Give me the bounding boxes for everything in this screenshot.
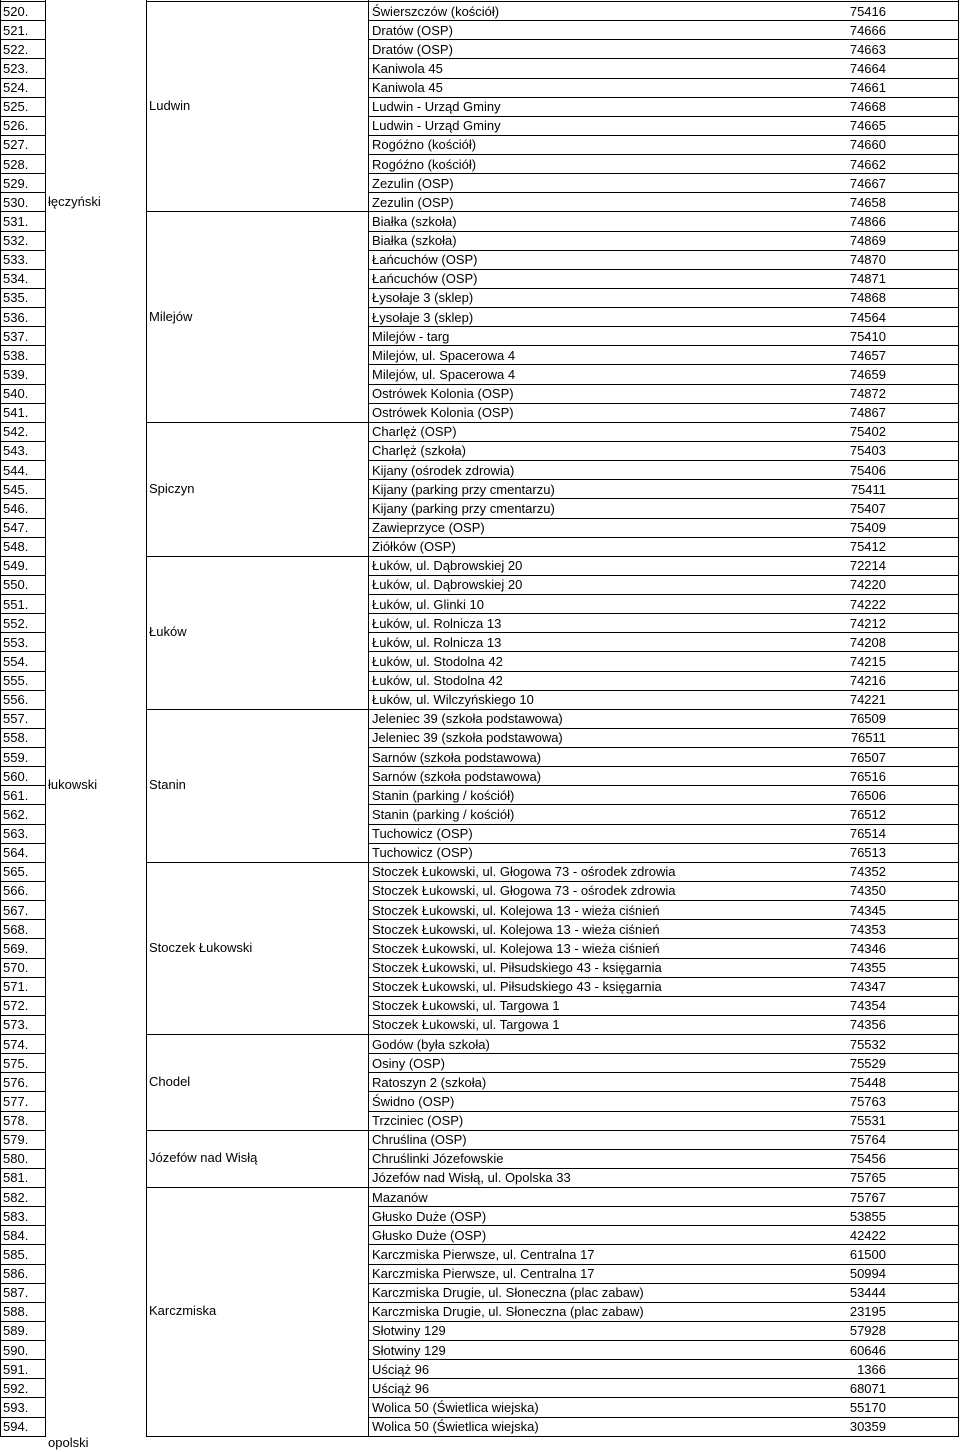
row-number: 580. <box>3 1151 29 1167</box>
row-number: 590. <box>3 1342 29 1358</box>
station-code: 57928 <box>849 1323 886 1339</box>
station-code: 76513 <box>849 845 886 861</box>
location-name: Łuków, ul. Stodolna 42 <box>372 653 503 669</box>
grid-line-horizontal <box>0 1436 46 1437</box>
station-code: 74665 <box>849 118 886 134</box>
row-number: 548. <box>3 539 29 555</box>
station-code: 76512 <box>849 806 886 822</box>
row-number: 554. <box>3 653 29 669</box>
location-name: Wolica 50 (Świetlica wiejska) <box>372 1419 539 1435</box>
location-name: Stoczek Łukowski, ul. Targowa 1 <box>372 1017 560 1033</box>
row-number: 547. <box>3 520 29 535</box>
location-name: Stanin (parking / kościół) <box>372 787 515 803</box>
county-name: łukowski <box>48 777 98 793</box>
group-separator <box>146 422 369 423</box>
location-name: Stoczek Łukowski, ul. Głogowa 73 - ośrodek zdrowia <box>372 864 676 880</box>
station-code: 74346 <box>849 940 886 956</box>
row-number: 585. <box>3 1246 29 1262</box>
location-name: Sarnów (szkoła podstawowa) <box>372 749 542 765</box>
station-code: 75410 <box>849 328 886 344</box>
location-name: Świerszczów (kościół) <box>372 3 500 19</box>
location-name: Wolica 50 (Świetlica wiejska) <box>372 1399 539 1415</box>
row-number: 566. <box>3 883 29 899</box>
row-number: 550. <box>3 577 29 593</box>
station-code: 74657 <box>849 347 886 363</box>
row-number: 531. <box>3 213 29 229</box>
group-separator <box>146 1 369 2</box>
location-name: Ludwin - Urząd Gminy <box>372 99 501 115</box>
station-code: 74664 <box>849 60 886 76</box>
location-name: Jeleniec 39 (szkoła podstawowa) <box>372 730 563 746</box>
grid-line-vertical <box>958 0 959 1436</box>
station-code: 75412 <box>849 539 886 555</box>
station-code: 74658 <box>849 194 886 210</box>
location-name: Józefów nad Wisłą, ul. Opolska 33 <box>372 1170 571 1186</box>
location-name: Zezulin (OSP) <box>372 194 454 210</box>
location-name: Łysołaje 3 (sklep) <box>372 309 474 325</box>
station-code: 1366 <box>857 1361 886 1377</box>
row-number: 560. <box>3 768 29 784</box>
row-number: 549. <box>3 558 29 574</box>
location-name: Ostrówek Kolonia (OSP) <box>372 386 514 402</box>
station-code: 75529 <box>849 1055 886 1071</box>
row-number: 545. <box>3 481 29 497</box>
location-name: Stoczek Łukowski, ul. Piłsudskiego 43 - księgarnia <box>372 960 662 975</box>
station-code: 61500 <box>849 1246 886 1262</box>
location-name: Chruślinki Józefowskie <box>372 1151 504 1167</box>
location-name: Głusko Duże (OSP) <box>372 1208 487 1224</box>
row-number: 525. <box>3 99 29 115</box>
station-code: 75456 <box>849 1151 886 1167</box>
group-separator <box>146 1130 369 1131</box>
row-number: 594. <box>3 1419 29 1435</box>
station-code: 74355 <box>849 960 886 975</box>
location-name: Charlęż (OSP) <box>372 424 457 440</box>
row-number: 546. <box>3 500 29 516</box>
location-name: Karczmiska Drugie, ul. Słoneczna (plac zabaw) <box>372 1304 644 1320</box>
location-name: Tuchowicz (OSP) <box>372 826 473 842</box>
station-code: 74666 <box>849 22 886 38</box>
row-number: 559. <box>3 749 29 765</box>
location-name: Uściąż 96 <box>372 1361 430 1377</box>
location-name: Zawieprzyce (OSP) <box>372 520 485 535</box>
location-name: Stoczek Łukowski, ul. Kolejowa 13 - wieża ciśnień <box>372 921 660 937</box>
location-name: Łuków, ul. Wilczyńskiego 10 <box>372 692 534 708</box>
location-name: Białka (szkoła) <box>372 213 457 229</box>
row-number: 557. <box>3 711 29 727</box>
row-number: 588. <box>3 1304 29 1320</box>
row-number: 569. <box>3 940 29 956</box>
location-name: Charlęż (szkoła) <box>372 443 466 459</box>
group-separator <box>146 862 369 863</box>
row-number: 575. <box>3 1055 29 1071</box>
location-name: Stoczek Łukowski, ul. Targowa 1 <box>372 998 560 1014</box>
row-number: 561. <box>3 787 29 803</box>
station-code: 30359 <box>849 1419 886 1435</box>
row-number: 538. <box>3 347 29 363</box>
location-name: Głusko Duże (OSP) <box>372 1227 487 1243</box>
location-name: Jeleniec 39 (szkoła podstawowa) <box>372 711 563 727</box>
station-code: 68071 <box>849 1380 886 1396</box>
row-number: 572. <box>3 998 29 1014</box>
station-code: 74564 <box>849 309 886 325</box>
row-number: 539. <box>3 366 29 382</box>
row-number: 522. <box>3 41 29 57</box>
station-code: 74350 <box>849 883 886 899</box>
station-code: 74662 <box>849 156 886 172</box>
row-number: 576. <box>3 1074 29 1090</box>
location-name: Stanin (parking / kościół) <box>372 806 515 822</box>
station-code: 23195 <box>849 1304 886 1320</box>
location-name: Milejów, ul. Spacerowa 4 <box>372 366 516 382</box>
station-code: 53444 <box>849 1285 886 1301</box>
location-name: Kijany (ośrodek zdrowia) <box>372 462 515 478</box>
location-name: Sarnów (szkoła podstawowa) <box>372 768 542 784</box>
gmina-name: Stoczek Łukowski <box>149 939 253 955</box>
row-number: 570. <box>3 960 29 975</box>
station-code: 74220 <box>849 577 886 593</box>
row-number: 527. <box>3 137 29 153</box>
station-code: 74869 <box>849 233 886 249</box>
station-code: 74356 <box>849 1017 886 1033</box>
location-name: Ziółków (OSP) <box>372 539 456 555</box>
location-name: Słotwiny 129 <box>372 1342 446 1358</box>
row-number: 593. <box>3 1399 29 1415</box>
row-number: 520. <box>3 3 29 19</box>
station-code: 75402 <box>849 424 886 440</box>
row-number: 591. <box>3 1361 29 1377</box>
station-code: 74221 <box>849 692 886 708</box>
station-code: 75407 <box>849 500 886 516</box>
location-name: Godów (była szkoła) <box>372 1036 490 1052</box>
row-number: 544. <box>3 462 29 478</box>
row-number: 562. <box>3 806 29 822</box>
station-code: 75531 <box>849 1113 886 1129</box>
row-number: 529. <box>3 175 29 191</box>
station-code: 75411 <box>850 481 886 497</box>
station-code: 74871 <box>849 271 886 287</box>
row-number: 581. <box>3 1170 29 1186</box>
row-number: 592. <box>3 1380 29 1396</box>
location-name: Łańcuchów (OSP) <box>372 252 478 268</box>
row-number: 587. <box>3 1285 29 1301</box>
station-code: 76506 <box>849 787 886 803</box>
station-code: 74216 <box>849 673 886 689</box>
row-number: 573. <box>3 1017 29 1033</box>
group-separator <box>146 211 369 212</box>
location-name: Trzciniec (OSP) <box>372 1113 464 1129</box>
row-number: 532. <box>3 233 29 249</box>
location-name: Stoczek Łukowski, ul. Kolejowa 13 - wieża ciśnień <box>372 902 660 918</box>
location-name: Łuków, ul. Rolnicza 13 <box>372 615 502 631</box>
station-code: 75764 <box>849 1132 886 1148</box>
row-number: 578. <box>3 1113 29 1129</box>
location-name: Tuchowicz (OSP) <box>372 845 473 861</box>
station-code: 75403 <box>849 443 886 459</box>
row-number: 555. <box>3 673 29 689</box>
row-number: 582. <box>3 1189 29 1205</box>
location-name: Stoczek Łukowski, ul. Głogowa 73 - ośrodek zdrowia <box>372 883 676 899</box>
station-code: 74354 <box>849 998 886 1014</box>
station-code: 74872 <box>849 386 886 402</box>
group-separator <box>146 556 369 557</box>
station-code: 76507 <box>849 749 886 765</box>
station-code: 74870 <box>849 252 886 268</box>
location-name: Kijany (parking przy cmentarzu) <box>372 500 555 516</box>
row-number: 540. <box>3 386 29 402</box>
location-name: Łuków, ul. Glinki 10 <box>372 596 485 612</box>
county-name: opolski <box>48 1435 89 1451</box>
location-name: Rogóźno (kościół) <box>372 137 477 153</box>
row-number: 579. <box>3 1132 29 1148</box>
row-number: 564. <box>3 845 29 861</box>
gmina-name: Ludwin <box>149 98 191 114</box>
row-number: 521. <box>3 22 29 38</box>
row-number: 536. <box>3 309 29 325</box>
row-number: 568. <box>3 921 29 937</box>
location-name: Słotwiny 129 <box>372 1323 446 1339</box>
location-name: Świdno (OSP) <box>372 1093 455 1109</box>
station-code: 74208 <box>849 634 886 650</box>
station-code: 74353 <box>849 921 886 937</box>
station-code: 74668 <box>849 99 886 115</box>
location-name: Milejów, ul. Spacerowa 4 <box>372 347 516 363</box>
station-code: 75406 <box>849 462 886 478</box>
row-number: 583. <box>3 1208 29 1224</box>
row-number: 567. <box>3 902 29 918</box>
row-number: 565. <box>3 864 29 880</box>
location-name: Ludwin - Urząd Gminy <box>372 118 501 134</box>
row-number: 551. <box>3 596 29 612</box>
gmina-name: Chodel <box>149 1073 191 1089</box>
row-number: 534. <box>3 271 29 287</box>
station-code: 74347 <box>849 979 886 995</box>
station-code: 74867 <box>849 405 886 421</box>
location-name: Karczmiska Pierwsze, ul. Centralna 17 <box>372 1266 595 1282</box>
station-code: 74663 <box>849 41 886 57</box>
station-code: 75763 <box>849 1093 886 1109</box>
station-code: 76516 <box>849 768 886 784</box>
row-number: 553. <box>3 634 29 650</box>
location-name: Uściąż 96 <box>372 1380 430 1396</box>
row-number: 574. <box>3 1036 29 1052</box>
station-code: 75448 <box>849 1074 886 1090</box>
row-number: 586. <box>3 1266 29 1282</box>
row-number: 537. <box>3 328 29 344</box>
row-number: 563. <box>3 826 29 842</box>
row-number: 523. <box>3 60 29 76</box>
grid-line-vertical <box>146 0 147 1436</box>
location-name: Rogóźno (kościół) <box>372 156 477 172</box>
location-name: Karczmiska Drugie, ul. Słoneczna (plac zabaw) <box>372 1285 644 1301</box>
location-name: Kaniwola 45 <box>372 60 443 76</box>
station-code: 42422 <box>849 1227 886 1243</box>
location-name: Łuków, ul. Stodolna 42 <box>372 673 503 689</box>
location-name: Łuków, ul. Rolnicza 13 <box>372 634 502 650</box>
row-number: 589. <box>3 1323 29 1339</box>
location-name: Łuków, ul. Dąbrowskiej 20 <box>372 558 523 574</box>
row-number: 524. <box>3 80 29 96</box>
station-code: 50994 <box>849 1266 886 1282</box>
row-number: 556. <box>3 692 29 708</box>
row-number: 535. <box>3 290 29 306</box>
grid-line-vertical <box>0 0 1 1436</box>
gmina-name: Karczmiska <box>149 1303 217 1319</box>
row-number: 558. <box>3 730 29 746</box>
station-code: 74659 <box>849 366 886 382</box>
gmina-name: Stanin <box>149 777 186 793</box>
location-name: Chruślina (OSP) <box>372 1132 467 1148</box>
location-name: Białka (szkoła) <box>372 233 457 249</box>
station-code: 55170 <box>849 1399 886 1415</box>
station-code: 74866 <box>849 213 886 229</box>
location-name: Ratoszyn 2 (szkoła) <box>372 1074 487 1090</box>
row-number: 541. <box>3 405 29 421</box>
row-number: 533. <box>3 252 29 268</box>
row-number: 542. <box>3 424 29 440</box>
location-name: Zezulin (OSP) <box>372 175 454 191</box>
row-number: 543. <box>3 443 29 459</box>
location-name: Łysołaje 3 (sklep) <box>372 290 474 306</box>
row-number: 530. <box>3 194 29 210</box>
location-name: Osiny (OSP) <box>372 1055 445 1071</box>
station-code: 75416 <box>849 3 886 19</box>
location-name: Kijany (parking przy cmentarzu) <box>372 481 555 497</box>
location-name: Mazanów <box>372 1189 428 1205</box>
location-name: Stoczek Łukowski, ul. Kolejowa 13 - wieża ciśnień <box>372 940 660 956</box>
station-code: 72214 <box>849 558 886 574</box>
station-code: 74661 <box>849 80 886 96</box>
location-name: Kaniwola 45 <box>372 80 443 96</box>
location-name: Milejów - targ <box>372 328 450 344</box>
group-separator <box>146 1436 369 1437</box>
station-code: 74222 <box>849 596 886 612</box>
location-name: Dratów (OSP) <box>372 22 453 38</box>
station-code: 74345 <box>849 902 886 918</box>
station-code: 74868 <box>849 290 886 306</box>
gmina-name: Łuków <box>149 624 187 640</box>
county-name: łęczyński <box>48 193 101 209</box>
station-code: 75409 <box>849 520 886 535</box>
row-number: 571. <box>3 979 29 995</box>
row-number: 526. <box>3 118 29 134</box>
row-number: 528. <box>3 156 29 172</box>
station-code: 74212 <box>849 615 886 631</box>
gmina-name: Milejów <box>149 308 193 324</box>
station-code: 76514 <box>849 826 886 842</box>
station-code: 74352 <box>849 864 886 880</box>
station-code: 76509 <box>849 711 886 727</box>
station-code: 76511 <box>850 730 886 746</box>
station-code: 75532 <box>849 1036 886 1052</box>
gmina-name: Spiczyn <box>149 480 195 496</box>
station-code: 74660 <box>849 137 886 153</box>
grid-line-horizontal <box>368 1436 959 1437</box>
group-separator <box>146 709 369 710</box>
location-name: Dratów (OSP) <box>372 41 453 57</box>
gmina-name: Józefów nad Wisłą <box>149 1150 258 1166</box>
group-separator <box>146 1187 369 1188</box>
station-code: 60646 <box>849 1342 886 1358</box>
station-code: 75767 <box>849 1189 886 1205</box>
station-code: 53855 <box>849 1208 886 1224</box>
station-code: 74667 <box>849 175 886 191</box>
row-number: 584. <box>3 1227 29 1243</box>
station-code: 74215 <box>849 653 886 669</box>
location-name: Łuków, ul. Dąbrowskiej 20 <box>372 577 523 593</box>
location-name: Stoczek Łukowski, ul. Piłsudskiego 43 - księgarnia <box>372 979 662 995</box>
grid-line-vertical <box>45 0 46 1436</box>
location-name: Karczmiska Pierwsze, ul. Centralna 17 <box>372 1246 595 1262</box>
row-number: 552. <box>3 615 29 631</box>
group-separator <box>146 1034 369 1035</box>
row-number: 577. <box>3 1093 29 1109</box>
location-name: Ostrówek Kolonia (OSP) <box>372 405 514 421</box>
station-code: 75765 <box>849 1170 886 1186</box>
location-name: Łańcuchów (OSP) <box>372 271 478 287</box>
grid-line-vertical <box>368 0 369 1436</box>
